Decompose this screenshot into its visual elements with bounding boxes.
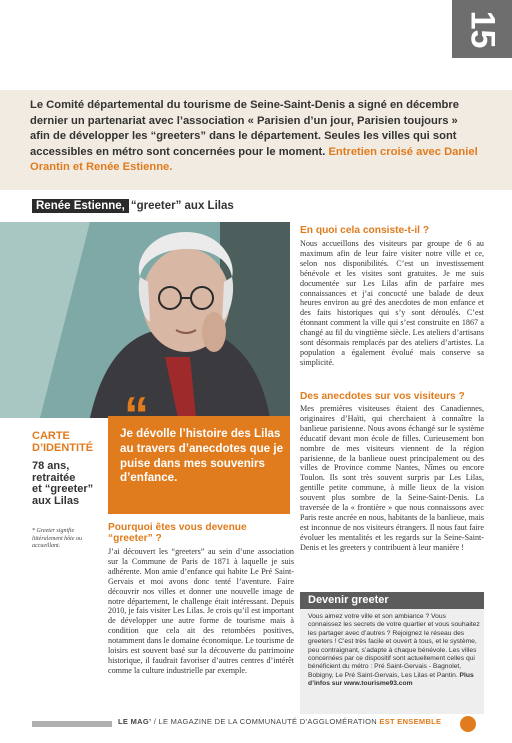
identity-card-note: * Greeter signifie littéralement hôte ou accueillant.	[32, 528, 82, 549]
question-title: Des anecdotes sur vos visiteurs ?	[300, 391, 465, 402]
identity-card-title	[32, 430, 93, 454]
page-number: 15	[463, 10, 502, 48]
answer-text: Mes premières visiteuses étaient des Canadiennes, originaires d’Haïti, qui cherchaient à connaître la banlieue parisienne. Nous avons échangé sur le système éducatif devant mon école de filles. Curieusement bon nombre de mes visiteurs viennent de la région parisienne, de la banlieue ouest principalement ou des villes de Province comme Nantes, Nîmes ou encore Toulon. Ils sont très souvent surpris par Les Lilas, gentille petite commune, à mille lieux de la vision souvent plus sombre de la Seine-Saint-Denis. La traversée de la « frontière » que nous connaissons avec Paris reste ancrée en nous, habitants de la banlieue, mais est inconnue de nos visiteurs étrangers. Il nous faut faire évoluer les mentalités et les regards sur la Seine-Saint-Denis et les greeters y contribuent à leur manière !	[300, 404, 484, 552]
answer-text: Nous accueillons des visiteurs par groupe de 6 au maximum afin de leur faire visiter notre ville et ce, selon nos disponibilités. C’est un investissement bénévole et les visites sont gratuites. Je me suis documentée sur Les Lilas afin de parfaire mes connaissances et j’ai concocté une balade de deux heures environ au gré des anecdotes de mon enfance et des faits historiques qui s’y sont déroulés. C’est étonnant comment la ville qui s’est construite en 1867 a changé au fil du vingtième siècle. Les ateliers d’artisans sont désormais remplacés par des ateliers d’artistes. La population a également évolué mais conserve sa simplicité.	[300, 239, 484, 367]
intro-text: Le Comité départemental du tourisme de Seine-Saint-Denis a signé en décembre dernier un partenariat avec l’association « Parisien d’un jour, Parisien toujours » afin de développer les “greeters” dans le département. Seules les villes qui sont accessibles en métro sont concernées pour le moment.	[30, 99, 459, 158]
identity-card-title-line: D’IDENTITÉ	[32, 442, 94, 454]
identity-card-line: retraitée	[32, 471, 76, 484]
page-number-tab	[452, 0, 512, 58]
intro-accent: Entretien croisé avec Daniel Orantin et Renée Estienne.	[30, 145, 478, 174]
devenir-greeter-box	[300, 592, 484, 714]
footer	[0, 716, 512, 740]
footer-mag: LE MAG’	[118, 717, 152, 726]
section-role: “greeter” aux Lilas	[130, 200, 234, 212]
footer-tagline: / LE MAGAZINE DE LA COMMUNAUTÉ D’AGGLOMÉRATION	[151, 717, 380, 726]
intro-paragraph	[30, 98, 480, 176]
identity-card-line: 78 ans,	[32, 460, 70, 472]
identity-card-title-line: CARTE	[32, 430, 70, 442]
footer-bar	[32, 721, 112, 727]
question-title: Pourquoi êtes vous devenue “greeter” ?	[108, 522, 247, 544]
quote-mark-icon: “	[124, 387, 149, 443]
identity-card-line: et “greeter”	[32, 483, 94, 496]
section-name: Renée Estienne,	[32, 199, 129, 213]
answer-text: J’ai découvert les “greeters” au sein d’une association sur la Commune de Paris de 1871 à laquelle je suis adhérente. Mon amie d’enfance qui habite Le Pré Saint-Gervais et moi avons donc tenté l’aventure. Faire découvrir nos villes et donner une nouvelle image de notre département, le challenge était intéressant. Depuis 2010, je fais visiter Les Lilas. Je crois qu’il est important de développer une autre forme de tourisme mais à condition que cela ait des retombées positives, notamment dans le domaine économique. Le tourisme de loisirs est souvent basé sur la découverte du patrimoine historique, il faudrait favoriser d’autres centres d’intérêt comme la culture industrielle par exemple.	[108, 547, 294, 675]
intro-block	[0, 90, 512, 190]
brand-logo-icon	[460, 716, 476, 732]
section-heading	[32, 200, 234, 216]
footer-text	[118, 717, 441, 726]
box-title: Devenir greeter	[300, 592, 484, 609]
box-body: Vous aimez votre ville et son ambiance ? Vous connaissez les secrets de votre quartier et vous souhaitez les partager avec d’autres ? Rejoignez le réseau des greeters ! C’est très facile et ouvert à tous, et le système, peu contraignant, s’adapte à chaque bénévole. Les villes concernées par ce dispositif sont actuellement celles qui bénéficient du métro : Pré Saint-Gervais - Bagnolet, Bobigny, Le Pré Saint-Gervais, Les Lilas et Pantin.	[308, 613, 480, 679]
box-more-info-link[interactable]: Plus d’infos sur www.tourisme93.com	[308, 671, 474, 688]
identity-card-details	[32, 461, 93, 507]
footer-brand: EST ENSEMBLE	[379, 717, 442, 726]
question-title: En quoi cela consiste-t-il ?	[300, 225, 430, 236]
identity-card-line: aux Lilas	[32, 494, 80, 507]
pull-quote-text: Je dévolle l’histoire des Lilas au travers d’anecdotes que je puise dans mes souvenirs d’enfance.	[120, 427, 284, 485]
box-text	[308, 613, 480, 689]
